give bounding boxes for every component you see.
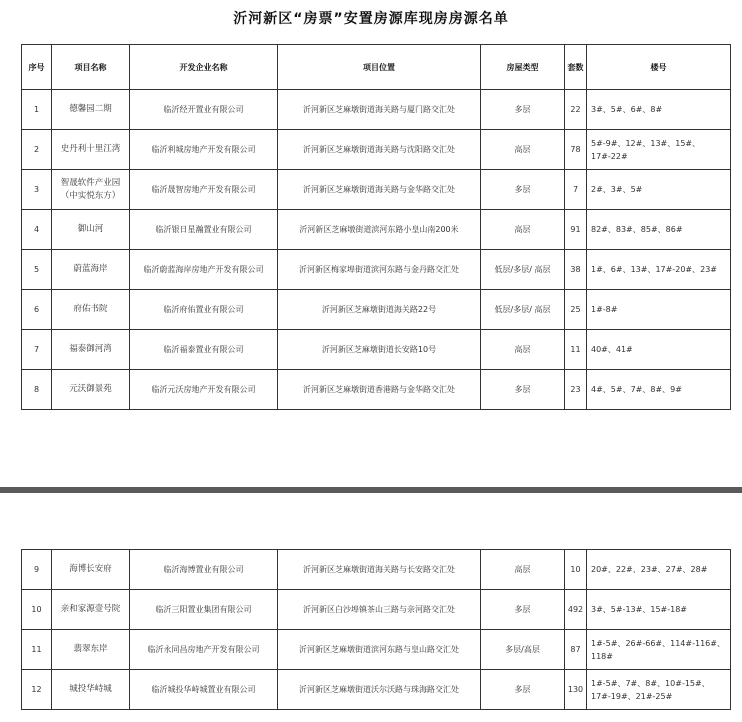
- cell-unit-count: 7: [565, 170, 587, 210]
- cell-location: 沂河新区芝麻墩街道滨河东路小皇山南200米: [278, 210, 481, 250]
- cell-unit-count: 492: [565, 590, 587, 630]
- cell-unit-count: 38: [565, 250, 587, 290]
- housing-table-page-1: [21, 44, 731, 410]
- cell-location: 沂河新区芝麻墩街道长安路10号: [278, 330, 481, 370]
- cell-seq: 11: [22, 630, 52, 670]
- cell-unit-count: 130: [565, 670, 587, 710]
- table-row: [22, 210, 731, 250]
- table-row: [22, 330, 731, 370]
- cell-seq: 4: [22, 210, 52, 250]
- cell-house-type: 多层: [481, 590, 565, 630]
- cell-seq: 1: [22, 90, 52, 130]
- cell-seq: 10: [22, 590, 52, 630]
- cell-building-numbers: 1#-8#: [587, 290, 731, 330]
- table-row: [22, 130, 731, 170]
- cell-seq: 2: [22, 130, 52, 170]
- cell-house-type: 多层: [481, 170, 565, 210]
- header-developer: 开发企业名称: [130, 45, 278, 90]
- cell-house-type: 高层: [481, 210, 565, 250]
- table-row: [22, 590, 731, 630]
- cell-location: 沂河新区白沙埠镇茶山三路与亲河路交汇处: [278, 590, 481, 630]
- cell-building-numbers: 3#、5#-13#、15#-18#: [587, 590, 731, 630]
- cell-building-numbers: 4#、5#、7#、8#、9#: [587, 370, 731, 410]
- cell-location: 沂河新区芝麻墩街道海关路与金华路交汇处: [278, 170, 481, 210]
- cell-house-type: 高层: [481, 130, 565, 170]
- cell-unit-count: 25: [565, 290, 587, 330]
- cell-developer: 临沂三阳置业集团有限公司: [130, 590, 278, 630]
- table-row: [22, 670, 731, 710]
- document-page-2: [0, 493, 742, 722]
- cell-seq: 3: [22, 170, 52, 210]
- cell-seq: 5: [22, 250, 52, 290]
- cell-location: 沂河新区芝麻墩街道海关路22号: [278, 290, 481, 330]
- cell-developer: 临沂蔚蓝海岸房地产开发有限公司: [130, 250, 278, 290]
- table-row: [22, 370, 731, 410]
- cell-developer: 临沂经开置业有限公司: [130, 90, 278, 130]
- cell-building-numbers: 1#-5#、26#-66#、114#-116#、118#: [587, 630, 731, 670]
- cell-building-numbers: 5#-9#、12#、13#、15#、17#-22#: [587, 130, 731, 170]
- table-row: [22, 90, 731, 130]
- cell-developer: 临沂城投华峙城置业有限公司: [130, 670, 278, 710]
- cell-project-name: 史丹利十里江湾: [52, 130, 130, 170]
- cell-building-numbers: 1#、6#、13#、17#-20#、23#: [587, 250, 731, 290]
- cell-unit-count: 10: [565, 550, 587, 590]
- header-location: 项目位置: [278, 45, 481, 90]
- cell-house-type: 高层: [481, 330, 565, 370]
- cell-unit-count: 78: [565, 130, 587, 170]
- cell-unit-count: 11: [565, 330, 587, 370]
- cell-building-numbers: 2#、3#、5#: [587, 170, 731, 210]
- cell-seq: 12: [22, 670, 52, 710]
- header-seq: 序号: [22, 45, 52, 90]
- cell-project-name: 城投华峙城: [52, 670, 130, 710]
- cell-house-type: 低层/多层/ 高层: [481, 250, 565, 290]
- cell-unit-count: 22: [565, 90, 587, 130]
- cell-developer: 临沂海博置业有限公司: [130, 550, 278, 590]
- cell-unit-count: 23: [565, 370, 587, 410]
- cell-unit-count: 87: [565, 630, 587, 670]
- header-type: 房屋类型: [481, 45, 565, 90]
- cell-developer: 临沂利城房地产开发有限公司: [130, 130, 278, 170]
- cell-unit-count: 91: [565, 210, 587, 250]
- cell-building-numbers: 3#、5#、6#、8#: [587, 90, 731, 130]
- cell-developer: 临沂永同昌房地产开发有限公司: [130, 630, 278, 670]
- cell-building-numbers: 1#-5#、7#、8#、10#-15#、17#-19#、21#-25#: [587, 670, 731, 710]
- cell-seq: 7: [22, 330, 52, 370]
- document-title: 沂河新区“房票”安置房源库现房房源名单: [233, 11, 509, 27]
- cell-location: 沂河新区芝麻墩街道海关路与厦门路交汇处: [278, 90, 481, 130]
- cell-house-type: 低层/多层/ 高层: [481, 290, 565, 330]
- cell-project-name: 海博长安府: [52, 550, 130, 590]
- header-buildings: 楼号: [587, 45, 731, 90]
- cell-project-name: 福泰御河湾: [52, 330, 130, 370]
- table-row: [22, 290, 731, 330]
- table-header-row: [22, 45, 731, 90]
- cell-building-numbers: 82#、83#、85#、86#: [587, 210, 731, 250]
- cell-developer: 临沂晟智房地产开发有限公司: [130, 170, 278, 210]
- cell-developer: 临沂元沃房地产开发有限公司: [130, 370, 278, 410]
- cell-developer: 临沂福泰置业有限公司: [130, 330, 278, 370]
- cell-project-name: 德馨园二期: [52, 90, 130, 130]
- cell-project-name: 府佑书院: [52, 290, 130, 330]
- header-project: 项目名称: [52, 45, 130, 90]
- cell-project-name: 御山河: [52, 210, 130, 250]
- cell-project-name: 翡翠东岸: [52, 630, 130, 670]
- cell-project-name: 元沃御景苑: [52, 370, 130, 410]
- cell-house-type: 高层: [481, 550, 565, 590]
- cell-location: 沂河新区芝麻墩街道海关路与沈阳路交汇处: [278, 130, 481, 170]
- cell-house-type: 多层: [481, 370, 565, 410]
- cell-seq: 6: [22, 290, 52, 330]
- cell-house-type: 多层: [481, 670, 565, 710]
- cell-building-numbers: 40#、41#: [587, 330, 731, 370]
- cell-location: 沂河新区梅家埠街道滨河东路与金丹路交汇处: [278, 250, 481, 290]
- cell-house-type: 多层: [481, 90, 565, 130]
- cell-building-numbers: 20#、22#、23#、27#、28#: [587, 550, 731, 590]
- cell-project-name: 亲和家源壹号院: [52, 590, 130, 630]
- cell-project-name: 蔚蓝海岸: [52, 250, 130, 290]
- cell-developer: 临沂银日星瀚置业有限公司: [130, 210, 278, 250]
- header-units: 套数: [565, 45, 587, 90]
- housing-table-page-2: [21, 549, 731, 710]
- cell-developer: 临沂府佑置业有限公司: [130, 290, 278, 330]
- cell-location: 沂河新区芝麻墩街道香港路与金华路交汇处: [278, 370, 481, 410]
- table-row: [22, 170, 731, 210]
- cell-seq: 8: [22, 370, 52, 410]
- table-row: [22, 250, 731, 290]
- cell-location: 沂河新区芝麻墩街道沃尔沃路与珠海路交汇处: [278, 670, 481, 710]
- cell-house-type: 多层/高层: [481, 630, 565, 670]
- cell-location: 沂河新区芝麻墩街道滨河东路与皇山路交汇处: [278, 630, 481, 670]
- cell-location: 沂河新区芝麻墩街道海关路与长安路交汇处: [278, 550, 481, 590]
- cell-seq: 9: [22, 550, 52, 590]
- table-row: [22, 550, 731, 590]
- table-row: [22, 630, 731, 670]
- cell-project-name: 智晟软件产业园（中实悦东方）: [52, 170, 130, 210]
